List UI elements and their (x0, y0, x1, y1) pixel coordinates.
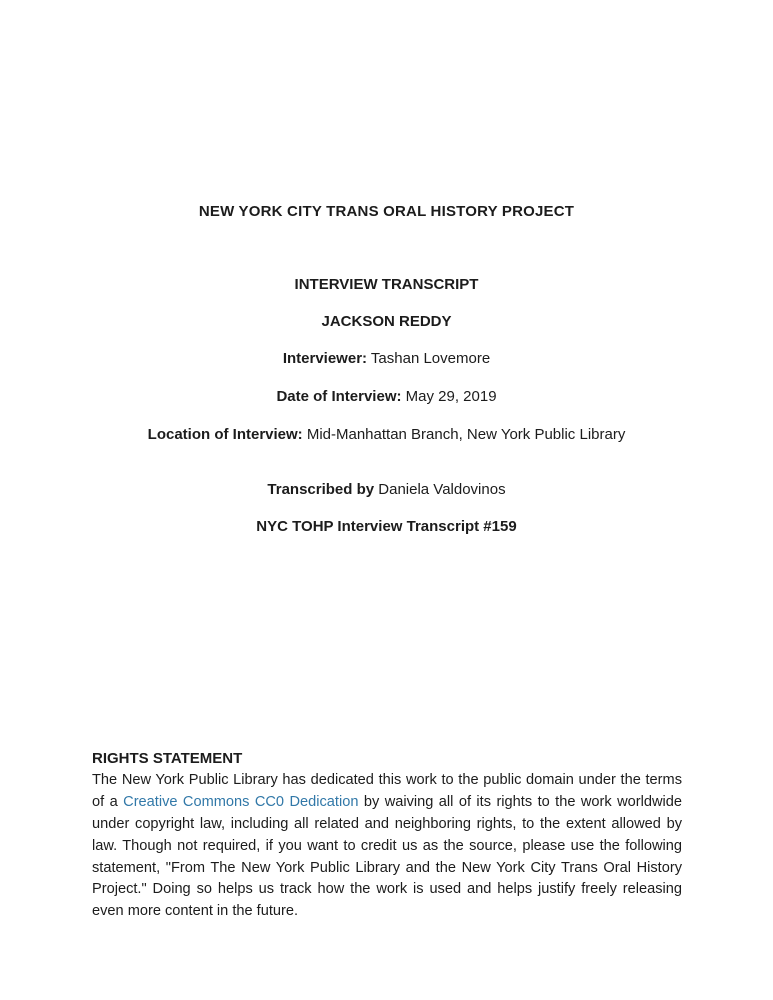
interview-date-field (92, 388, 681, 407)
interviewer-value: Tashan Lovemore (367, 350, 491, 367)
transcribed-by-value: Daniela Valdovinos (374, 481, 506, 498)
interview-location-field (92, 426, 681, 445)
interviewer-field (92, 350, 681, 369)
interviewer-label: Interviewer: (282, 350, 368, 367)
transcript-number: NYC TOHP Interview Transcript #159 (256, 518, 517, 535)
creative-commons-cc0-link[interactable]: Creative Commons CC0 Dedication (123, 793, 359, 810)
transcribed-by-label: Transcribed by (267, 481, 375, 498)
interview-location-value: Mid-Manhattan Branch, New York Public Library (302, 426, 626, 443)
page-title: NEW YORK CITY TRANS ORAL HISTORY PROJECT (198, 203, 575, 220)
rights-text-before-link: The New York Public Library has dedicated this work to the public domain under the terms of a (92, 771, 682, 810)
interviewee-name: JACKSON REDDY (321, 313, 452, 330)
interview-date-label: Date of Interview: (276, 388, 402, 405)
rights-statement-heading: RIGHTS STATEMENT (92, 750, 243, 767)
document-subtitle: INTERVIEW TRANSCRIPT (294, 276, 479, 293)
interview-location-label: Location of Interview: (147, 426, 303, 443)
transcribed-by-field (92, 481, 681, 500)
rights-text-after-link: by waiving all of its rights to the work worldwide under copyright law, including all related and neighboring rights, to the extent allowed by law. Though not required, if you want to credit us as the source, please use the following statement, "From The New York Public Library and the New York City Trans Oral History Project." Doing so helps us track how the work is used and helps justify freely releasing even more content in the future. (92, 793, 683, 920)
rights-statement-body (92, 770, 682, 923)
rights-statement-section (92, 748, 682, 923)
interview-date-value: May 29, 2019 (401, 388, 497, 405)
